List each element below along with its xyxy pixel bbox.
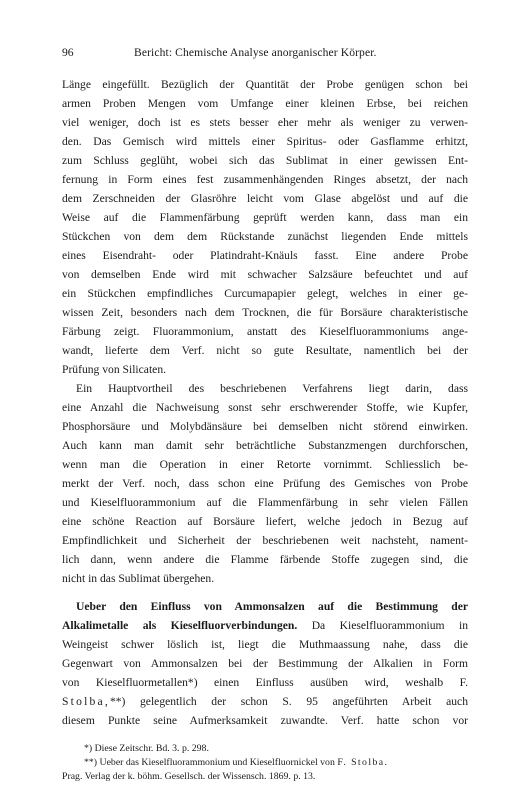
text-line: merkt der Verf. noch, dass schon eine Prüfung des Gemisches von Probe bbox=[62, 477, 468, 490]
text-line: lich dann, wenn andere die Flamme färbende Stoffe zugegen sind, die bbox=[62, 553, 468, 566]
text-fragment: Da Kieselfluorammonium in bbox=[311, 619, 469, 632]
text-line: wandt, lieferte dem Verf. nicht so gute Resultate, namentlich bei der bbox=[62, 344, 468, 357]
text-line: ein Stückchen empfindliches Curcumapapier gelegt, welches in einer ge- bbox=[62, 287, 468, 300]
footnote-1: *) Diese Zeitschr. Bd. 3. p. 298. bbox=[84, 743, 209, 754]
text-line: Empfindlichkeit und Sicherheit der beschriebenen weit nachsteht, nament- bbox=[62, 534, 468, 547]
text-line: eine schöne Reaction auf Borsäure liefert, welche jedoch in Bezug auf bbox=[62, 515, 468, 528]
text-line: eines Eisendraht- oder Platindraht-Knäuls fasst. Eine andere Probe bbox=[62, 249, 468, 262]
text-line: den. Das Gemisch wird mittels einer Spiritus- oder Gasflamme erhitzt, bbox=[62, 135, 468, 148]
text-line: viel weniger, doch ist es stets besser eher mehr als weniger zu verwen- bbox=[62, 116, 468, 129]
text-line bbox=[62, 617, 468, 635]
page-header bbox=[62, 46, 468, 62]
running-title: Bericht: Chemische Analyse anorganischer Körper. bbox=[134, 46, 377, 59]
section-heading-continued: Alkalimetalle als Kieselfluorverbindungen. bbox=[62, 619, 298, 632]
footnote-2-continued: Prag. Verlag der k. böhm. Gesellsch. der Wissensch. 1869. p. 13. bbox=[62, 771, 316, 782]
text-line: Stückchen von dem dem Rückstande zunächst liegenden Ende mittels bbox=[62, 230, 468, 243]
text-line: Länge eingefüllt. Bezüglich der Quantität der Probe genügen schon bei bbox=[62, 78, 468, 91]
text-line: diesem Punkte seine Aufmerksamkeit zuwandte. Verf. hatte schon vor bbox=[62, 714, 468, 727]
text-line: von demselben Ende wird mit schwacher Salzsäure befeuchtet und auf bbox=[62, 268, 468, 281]
text-line: von Kieselfluormetallen*) einen Einfluss ausüben wird, weshalb F. bbox=[62, 676, 468, 689]
text-line: Auch kann man damit sehr beträchtliche Substanzmengen durchforschen, bbox=[62, 439, 468, 452]
text-line: Weise auf die Flammenfärbung geprüft werden kann, dass man ein bbox=[62, 211, 468, 224]
text-line: zum Schluss geglüht, wobei sich das Sublimat in einer gewissen Ent- bbox=[62, 154, 468, 167]
text-line: und Kieselfluorammonium auf die Flammenfärbung in sehr vielen Fällen bbox=[62, 496, 468, 509]
text-fragment: **) gelegentlich der schon S. 95 angeführten Arbeit auch bbox=[109, 695, 468, 708]
text-line: dem Zerschneiden der Glasröhre leicht vom Glase abgelöst und auf die bbox=[62, 192, 468, 205]
text-line: wenn man die Operation in einer Retorte vornimmt. Schliesslich be- bbox=[62, 458, 468, 471]
text-line: Ein Hauptvortheil des beschriebenen Verfahrens liegt darin, dass bbox=[76, 382, 468, 395]
text-line: Phosphorsäure und Molybdänsäure bei demselben nicht störend einwirken. bbox=[62, 420, 468, 433]
footnote-text: **) Ueber das Kieselfluorammonium und Kieselfluornickel von bbox=[84, 757, 335, 768]
text-line: nicht in das Sublimat übergehen. bbox=[62, 572, 215, 585]
author-name: F. Stolba. bbox=[337, 757, 389, 768]
text-line: Gegenwart von Ammonsalzen bei der Bestimmung der Alkalien in Form bbox=[62, 657, 468, 670]
text-line: armen Proben Mengen vom Umfange einer kleinen Erbse, bei reichen bbox=[62, 97, 468, 110]
text-line: Färbung zeigt. Fluorammonium, anstatt des Kieselfluorammoniums ange- bbox=[62, 325, 468, 338]
text-line: wissen Zeit, besonders nach dem Trocknen, die für Borsäure charakteristische bbox=[62, 306, 468, 319]
text-line bbox=[62, 693, 468, 711]
text-line: Prüfung von Silicaten. bbox=[62, 363, 167, 376]
footnote-2 bbox=[62, 756, 468, 770]
page-number: 96 bbox=[62, 46, 74, 59]
text-line: eine Anzahl die Nachweisung sonst sehr erschwerender Stoffe, wie Kupfer, bbox=[62, 401, 468, 414]
text-line: fernung in Form eines fest zusammenhängenden Ringes absetzt, der nach bbox=[62, 173, 468, 186]
section-heading: Ueber den Einfluss von Ammonsalzen auf die Bestimmung der bbox=[76, 600, 468, 613]
author-name: Stolba, bbox=[62, 695, 110, 708]
text-line: Weingeist schwer löslich ist, liegt die Muthmaassung nahe, dass die bbox=[62, 638, 468, 651]
